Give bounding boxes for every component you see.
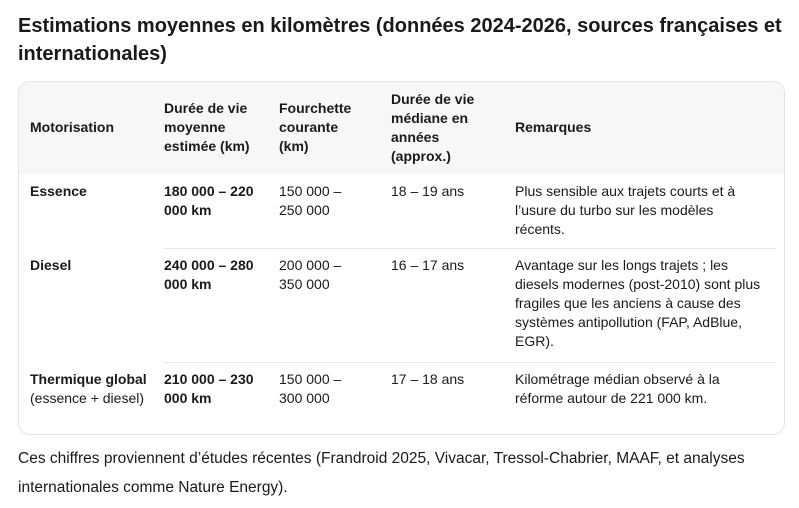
header-duree-vie: Durée de vie moyenne estimée (km) (164, 100, 250, 154)
cell-duree-mediane: 17 – 18 ans (391, 371, 465, 387)
cell-motorisation: Diesel (30, 257, 72, 273)
cell-motorisation: Essence (30, 183, 87, 199)
data-table (18, 81, 785, 435)
cell-remarques: Kilométrage médian observé à la réforme autour de 221 000 km. (515, 371, 720, 406)
cell-remarques: Plus sensible aux trajets courts et à l’usure du turbo sur les modèles récents. (515, 183, 736, 237)
cell-duree-mediane: 16 – 17 ans (391, 257, 465, 273)
cell-motorisation: Thermique global (30, 371, 147, 387)
header-remarques: Remarques (515, 119, 592, 135)
header-motorisation: Motorisation (30, 119, 114, 135)
cell-fourchette: 150 000 – 250 000 (279, 183, 342, 218)
footnote: Ces chiffres proviennent d’études récentes (Frandroid 2025, Vivacar, Tressol-Chabrier, MAAF, et analyses internationales comme Nature Energy). (18, 450, 745, 496)
cell-duree-vie: 180 000 – 220 000 km (164, 183, 254, 218)
table-header-row (19, 82, 784, 174)
cell-duree-vie: 210 000 – 230 000 km (164, 371, 254, 406)
header-duree-mediane: Durée de vie médiane en années (approx.) (391, 91, 475, 164)
cell-motorisation-group (30, 370, 155, 408)
row-divider (164, 362, 776, 363)
cell-fourchette: 200 000 – 350 000 (279, 257, 342, 292)
header-fourchette: Fourchette courante (km) (279, 100, 352, 154)
page-title: Estimations moyennes en kilomètres (données 2024-2026, sources françaises et internationales) (18, 15, 782, 65)
cell-motorisation-note: (essence + diesel) (30, 390, 145, 406)
cell-duree-mediane: 18 – 19 ans (391, 183, 465, 199)
cell-fourchette: 150 000 – 300 000 (279, 371, 342, 406)
table-body (19, 174, 784, 435)
cell-duree-vie: 240 000 – 280 000 km (164, 257, 254, 292)
cell-remarques: Avantage sur les longs trajets ; les diesels modernes (post-2010) sont plus fragiles que les anciens à cause des systèmes antipollution (FAP, AdBlue, EGR). (515, 257, 761, 349)
row-divider (164, 248, 776, 249)
